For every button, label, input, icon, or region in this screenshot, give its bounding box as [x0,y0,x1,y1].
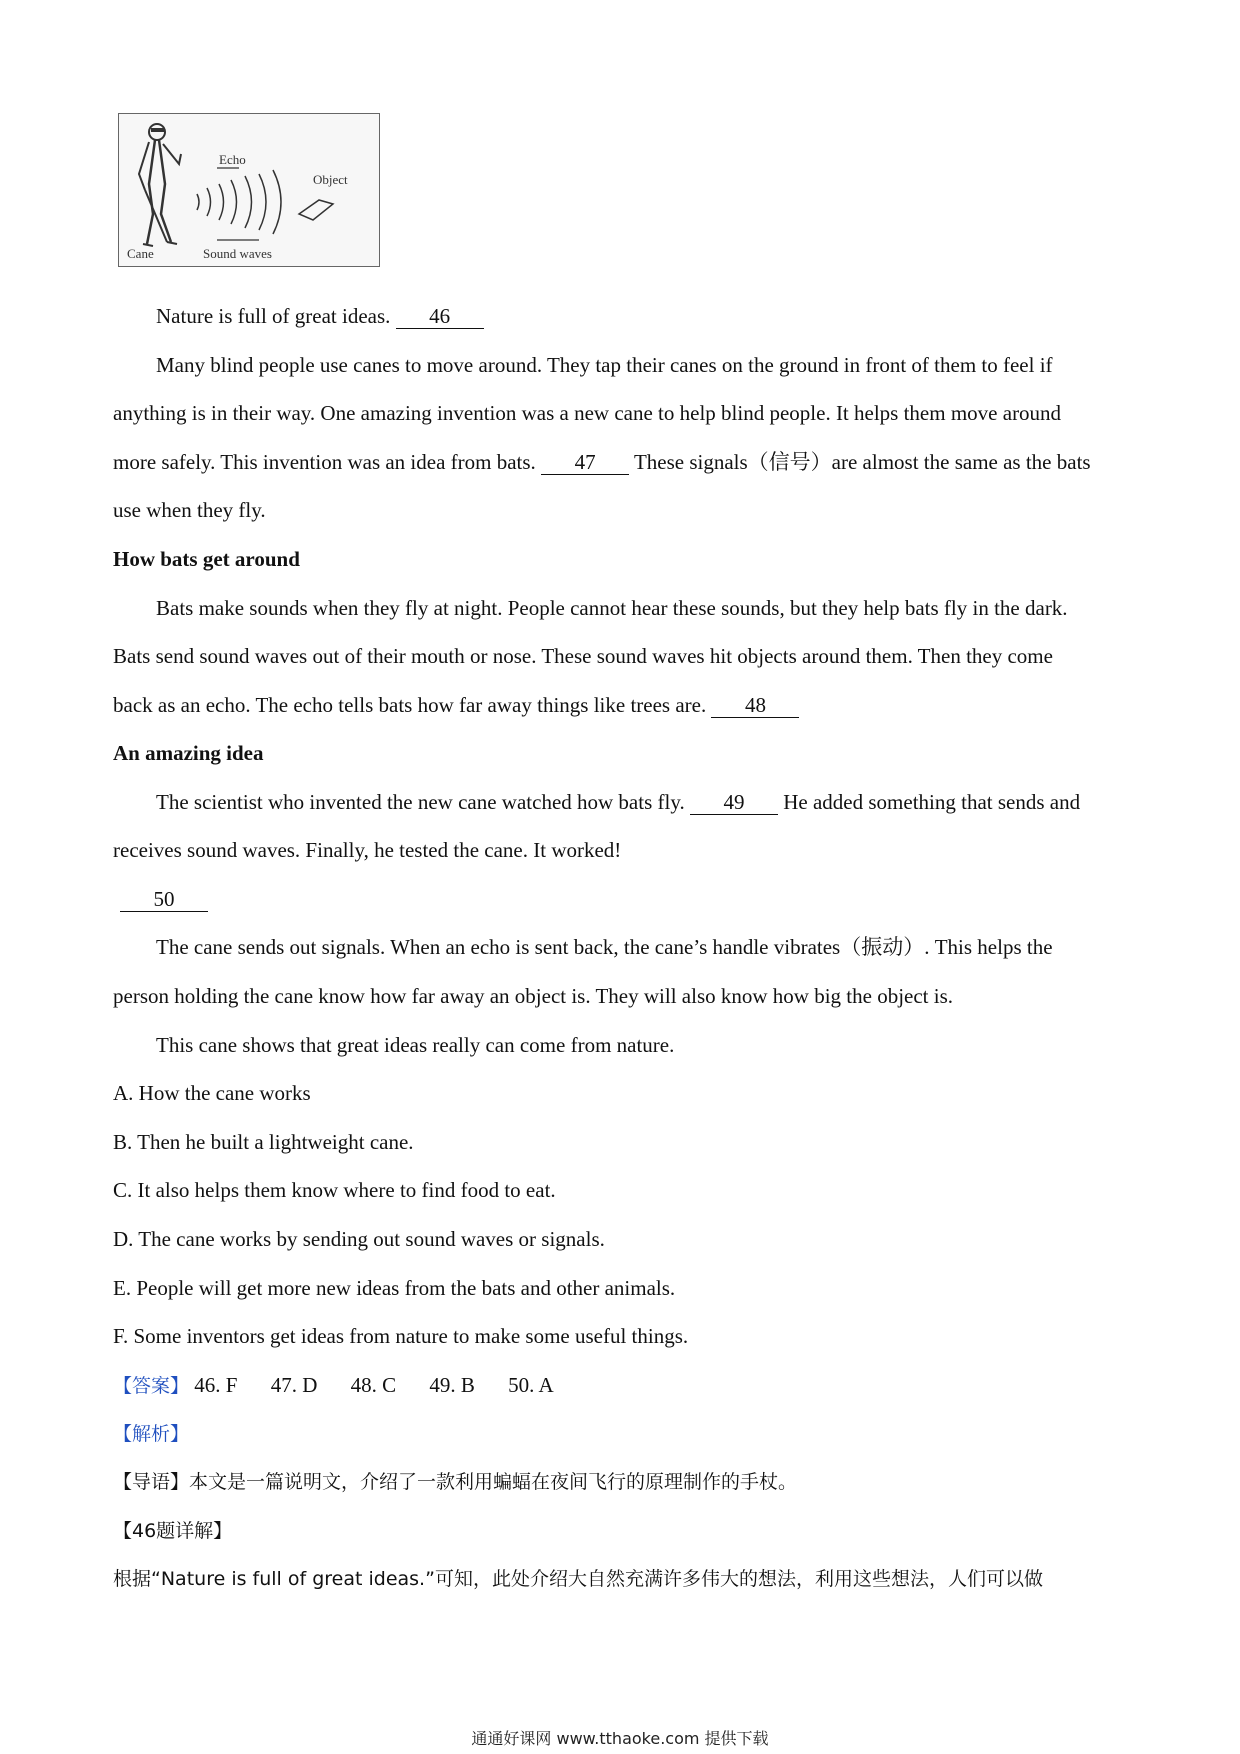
answer-item: 49. B [429,1373,475,1397]
answer-item: 48. C [350,1373,397,1397]
answer-line [113,1370,582,1401]
paragraph-line: This cane shows that great ideas really can come from nature. [156,1033,675,1057]
paragraph-line: more safely. This invention was an idea from bats. 47 These signals（信号）are almost the same as the bats [113,450,1091,474]
blank-48[interactable]: 48 [711,693,799,718]
option-c: C. It also helps them know where to find food to eat. [113,1178,556,1202]
paragraph-line: Bats make sounds when they fly at night. People cannot hear these sounds, but they help bats fly in the dark. [156,596,1068,620]
paragraph-line: The cane sends out signals. When an echo is sent back, the cane’s handle vibrates（振动）. This helps the [156,935,1053,959]
guide-label: 【导语】 [113,1471,190,1493]
blank-46[interactable]: 46 [396,304,484,329]
option-b: B. Then he built a lightweight cane. [113,1130,414,1154]
q46-text: 根据“Nature is full of great ideas.”可知，此处介绍大自然充满许多伟大的想法，利用这些想法，人们可以做 [113,1568,1043,1590]
page-footer: 通通好课网 www.tthaoke.com 提供下载 [471,1729,769,1748]
option-e: E. People will get more new ideas from the bats and other animals. [113,1276,676,1300]
guide-line [113,1467,797,1497]
paragraph-line: person holding the cane know how far away an object is. They will also know how big the object is. [113,984,954,1008]
q46-label: 【46题详解】 [113,1520,233,1542]
paragraph-line: The scientist who invented the new cane watched how bats fly. 49 He added something that sends and [156,790,1081,814]
option-f: F. Some inventors get ideas from nature to make some useful things. [113,1324,689,1348]
cane-illustration [119,114,379,266]
paragraph-line: Many blind people use canes to move around. They tap their canes on the ground in front of them to feel if [156,353,1053,377]
answer-item: 50. A [508,1373,554,1397]
guide-text: 本文是一篇说明文，介绍了一款利用蝙蝠在夜间飞行的原理制作的手杖。 [189,1471,798,1493]
intro-line: Nature is full of great ideas. 46 [156,301,484,331]
paragraph-line: Bats send sound waves out of their mouth or nose. These sound waves hit objects around them. Then they come [113,644,1053,668]
object-label: Object [313,172,348,187]
cane-label: Cane [127,246,154,261]
paragraph-line: back as an echo. The echo tells bats how far away things like trees are. 48 [113,690,799,720]
blank-50[interactable]: 50 [120,887,208,912]
option-a: A. How the cane works [113,1081,311,1105]
answer-item: 46. F [194,1373,238,1397]
analysis-label: 【解析】 [113,1423,190,1445]
paragraph-line: receives sound waves. Finally, he tested the cane. It worked! [113,838,622,862]
paragraph-line: anything is in their way. One amazing invention was a new cane to help blind people. It helps them move around [113,401,1062,425]
echo-label: Echo [219,152,246,167]
answer-item: 47. D [270,1373,318,1397]
section-heading: How bats get around [113,547,300,571]
sound-waves-label: Sound waves [203,246,272,261]
blank-49[interactable]: 49 [690,790,778,815]
answer-label: 【答案】 [113,1375,190,1397]
blank-47[interactable]: 47 [541,450,629,475]
paragraph-line: use when they fly. [113,498,266,522]
blank-line [120,884,208,914]
option-d: D. The cane works by sending out sound waves or signals. [113,1227,605,1251]
bat-cane-figure [118,113,380,267]
section-heading: An amazing idea [113,741,264,765]
